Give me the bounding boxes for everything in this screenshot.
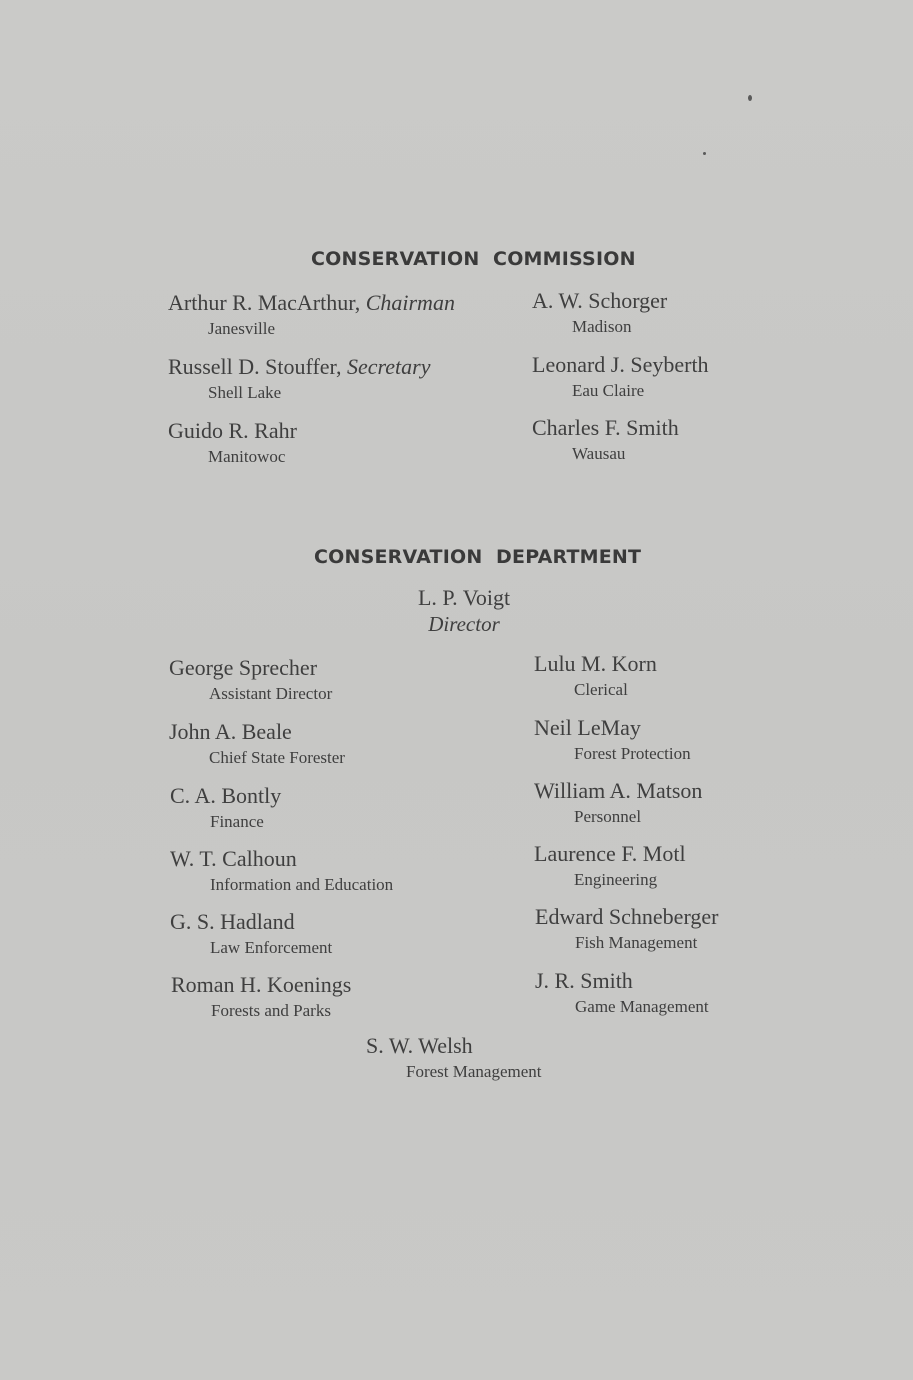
staff-member xyxy=(169,719,345,769)
commission-member xyxy=(168,290,455,340)
member-name: Arthur R. MacArthur, xyxy=(168,290,361,315)
member-role: Chairman xyxy=(365,290,455,315)
staff-name: W. T. Calhoun xyxy=(170,846,297,871)
staff-member xyxy=(534,651,657,701)
staff-member xyxy=(366,1033,542,1083)
staff-member xyxy=(170,783,281,833)
member-name: Leonard J. Seyberth xyxy=(532,352,709,377)
staff-name: S. W. Welsh xyxy=(366,1033,473,1058)
staff-name: C. A. Bontly xyxy=(170,783,282,808)
staff-name: Laurence F. Motl xyxy=(534,841,686,866)
staff-member xyxy=(535,904,718,954)
staff-title: Personnel xyxy=(574,807,642,826)
staff-name: G. S. Hadland xyxy=(170,909,295,934)
member-location: Manitowoc xyxy=(208,447,286,466)
staff-member xyxy=(169,655,332,705)
staff-name: George Sprecher xyxy=(169,655,318,680)
staff-name: William A. Matson xyxy=(534,778,703,803)
member-location: Eau Claire xyxy=(572,381,645,400)
staff-title: Engineering xyxy=(574,870,658,889)
member-location: Madison xyxy=(572,317,632,336)
staff-name: Edward Schneberger xyxy=(535,904,719,929)
member-name: Russell D. Stouffer, xyxy=(168,354,342,379)
staff-title: Forests and Parks xyxy=(211,1001,331,1020)
staff-title: Forest Management xyxy=(406,1062,542,1081)
staff-member xyxy=(170,846,393,896)
staff-name: Roman H. Koenings xyxy=(171,972,352,997)
member-location: Shell Lake xyxy=(208,383,282,402)
staff-title: Chief State Forester xyxy=(209,748,345,767)
staff-title: Forest Protection xyxy=(574,744,691,763)
member-name: Guido R. Rahr xyxy=(168,418,297,443)
commission-member xyxy=(532,288,667,338)
staff-member xyxy=(534,841,686,891)
staff-title: Finance xyxy=(210,812,264,831)
commission-member xyxy=(168,418,297,468)
staff-name: Neil LeMay xyxy=(534,715,641,740)
staff-member xyxy=(171,972,351,1022)
staff-name: J. R. Smith xyxy=(535,968,633,993)
commission-member xyxy=(168,354,430,404)
commission-member xyxy=(532,352,709,402)
staff-member xyxy=(535,968,709,1018)
paper-speck xyxy=(748,95,752,101)
staff-title: Fish Management xyxy=(575,933,698,952)
director-block xyxy=(364,585,564,637)
member-location: Janesville xyxy=(208,319,276,338)
department-heading: CONSERVATION DEPARTMENT xyxy=(314,546,642,568)
paper-speck xyxy=(703,152,706,155)
staff-title: Information and Education xyxy=(210,875,394,894)
director-name: L. P. Voigt xyxy=(417,585,511,610)
staff-title: Game Management xyxy=(575,997,709,1016)
member-location: Wausau xyxy=(572,444,626,463)
staff-title: Clerical xyxy=(574,680,628,699)
member-role: Secretary xyxy=(347,354,431,379)
member-name: A. W. Schorger xyxy=(532,288,668,313)
staff-title: Assistant Director xyxy=(209,684,333,703)
staff-member xyxy=(534,715,691,765)
commission-member xyxy=(532,415,679,465)
staff-name: John A. Beale xyxy=(169,719,292,744)
staff-name: Lulu M. Korn xyxy=(534,651,657,676)
staff-member xyxy=(170,909,332,959)
member-name: Charles F. Smith xyxy=(532,415,679,440)
commission-heading: CONSERVATION COMMISSION xyxy=(311,248,636,270)
staff-member xyxy=(534,778,702,828)
staff-title: Law Enforcement xyxy=(210,938,333,957)
director-title: Director xyxy=(428,612,500,636)
